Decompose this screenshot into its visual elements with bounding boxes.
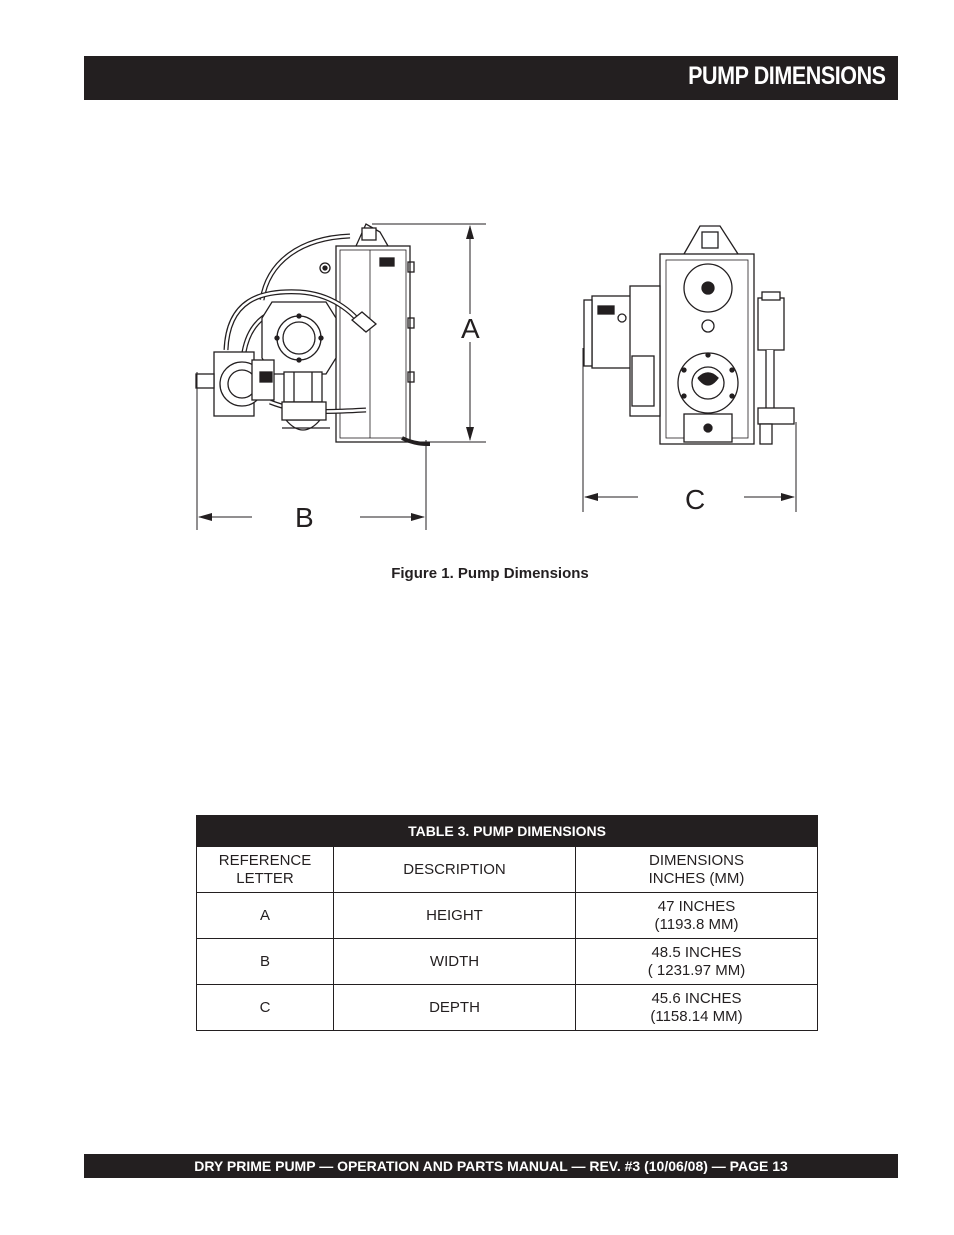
table-row [197, 893, 818, 939]
footer-bar [84, 1154, 898, 1178]
dimension-label-b: B [295, 502, 314, 533]
dimension-label-a: A [461, 313, 480, 344]
row-letter: B [197, 939, 334, 985]
row-description: WIDTH [334, 939, 576, 985]
row-description: DEPTH [334, 985, 576, 1031]
pump-side-view [196, 224, 430, 444]
dimension-label-c: C [685, 484, 706, 515]
header-description: DESCRIPTION [334, 847, 576, 893]
page-title: PUMP DIMENSIONS [688, 62, 886, 90]
table-row [197, 939, 818, 985]
header-reference-letter: REFERENCE LETTER [197, 847, 334, 893]
row-description: HEIGHT [334, 893, 576, 939]
pump-dimensions-figure [0, 0, 954, 600]
row-dimension: 47 INCHES (1193.8 MM) [576, 893, 818, 939]
table-header-row [197, 847, 818, 893]
pump-front-view [584, 226, 794, 444]
row-dimension: 48.5 INCHES ( 1231.97 MM) [576, 939, 818, 985]
row-letter: A [197, 893, 334, 939]
figure-caption: Figure 1. Pump Dimensions [391, 565, 589, 582]
table-row [197, 985, 818, 1031]
footer-text: DRY PRIME PUMP — OPERATION AND PARTS MANUAL — REV. #3 (10/06/08) — PAGE 13 [194, 1158, 788, 1174]
table-title: TABLE 3. PUMP DIMENSIONS [197, 816, 818, 847]
row-letter: C [197, 985, 334, 1031]
header-dimensions: DIMENSIONS INCHES (MM) [576, 847, 818, 893]
row-dimension: 45.6 INCHES (1158.14 MM) [576, 985, 818, 1031]
pump-dimensions-table [196, 815, 818, 1031]
